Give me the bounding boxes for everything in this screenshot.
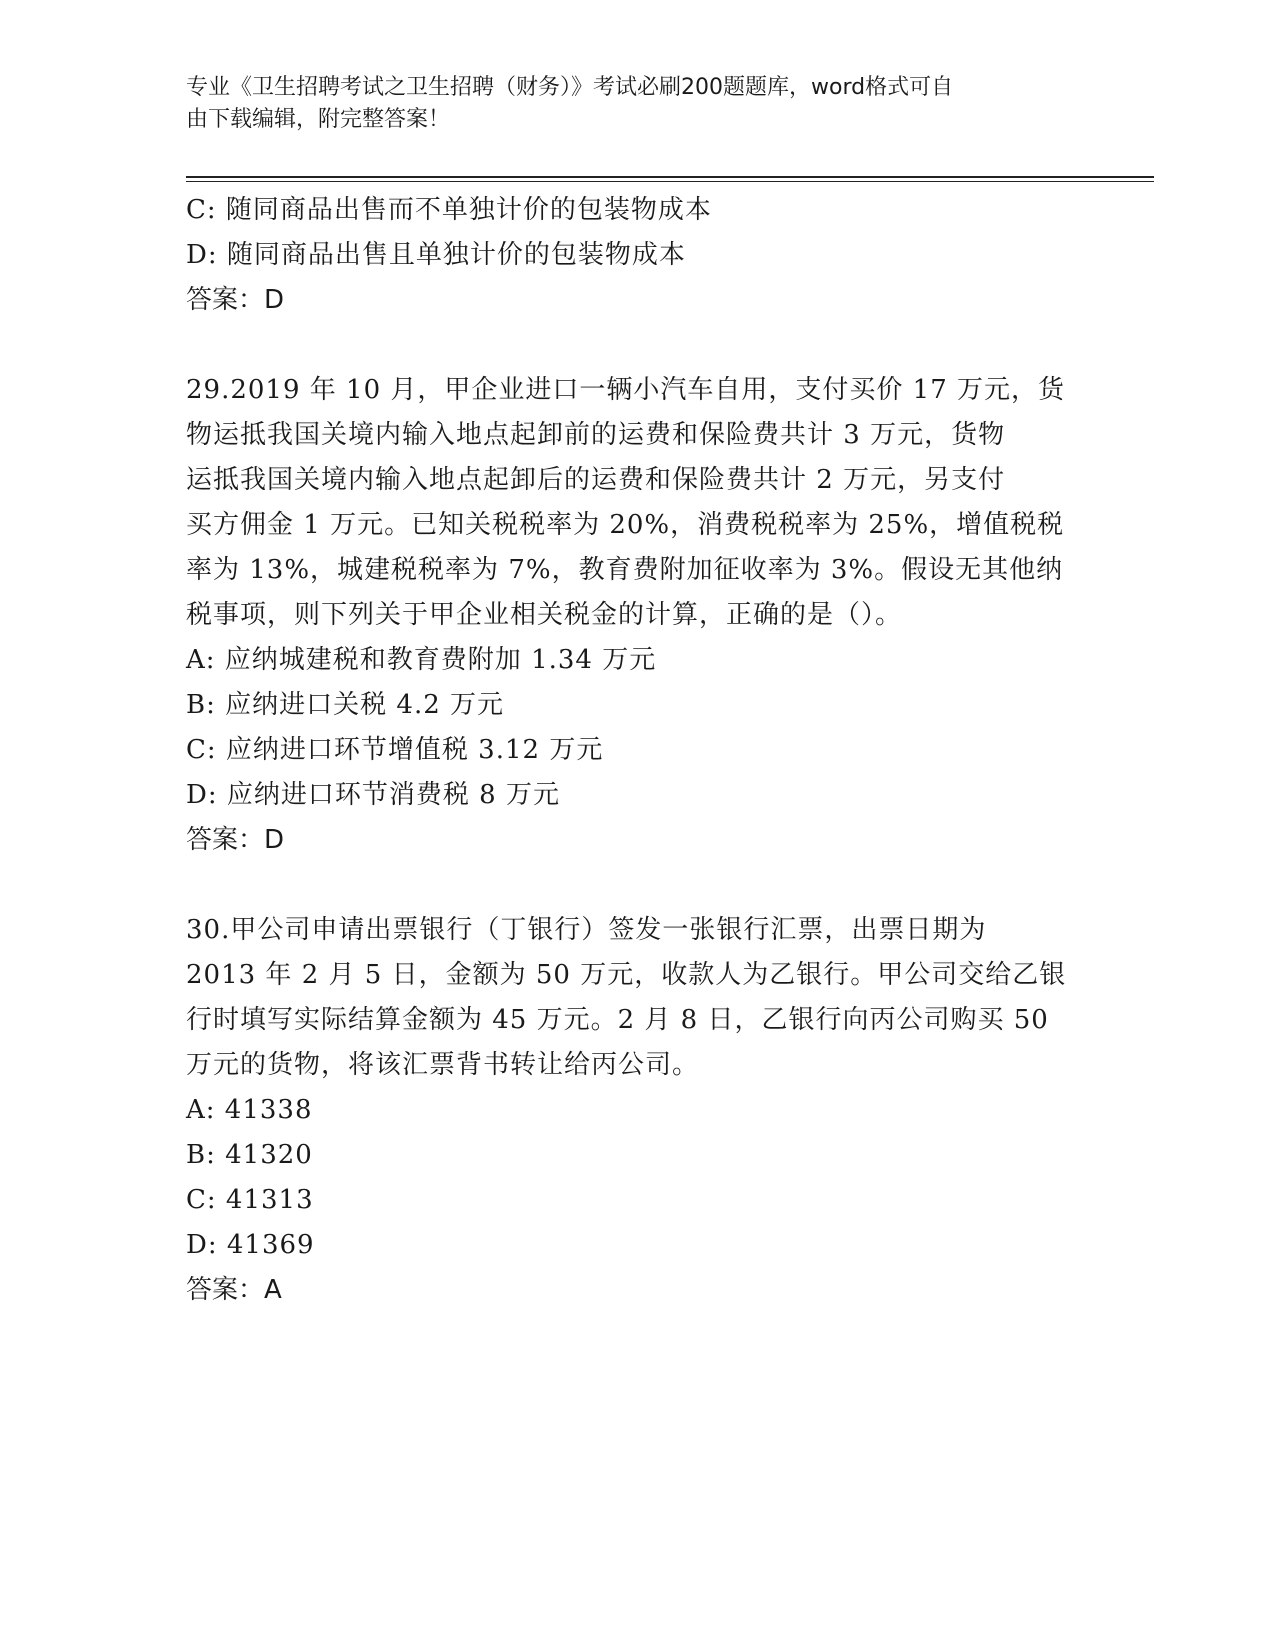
q30-answer: 答案：A xyxy=(186,1275,282,1305)
question-29 xyxy=(186,368,1086,863)
q30-stem-line: 2013 年 2 月 5 日，金额为 50 万元，收款人为乙银行。甲公司交给乙银 xyxy=(186,960,1067,990)
q29-option-a: A: 应纳城建税和教育费附加 1.34 万元 xyxy=(186,645,657,675)
header-title-line-2: 由下载编辑，附完整答案！ xyxy=(186,107,451,132)
q29-option-b: B: 应纳进口关税 4.2 万元 xyxy=(186,690,505,720)
q29-stem-line: 运抵我国关境内输入地点起卸后的运费和保险费共计 2 万元，另支付 xyxy=(186,465,1006,495)
document-body xyxy=(186,188,1086,1313)
q30-option-b: B: 41320 xyxy=(186,1140,313,1170)
q30-option-c: C: 41313 xyxy=(186,1185,314,1215)
header-title-line-1: 专业《卫生招聘考试之卫生招聘（财务）》考试必刷200题题库，word格式可自 xyxy=(186,75,954,100)
q30-option-a: A: 41338 xyxy=(186,1095,313,1125)
spacer xyxy=(186,323,1086,368)
spacer xyxy=(186,863,1086,908)
q30-stem-line: 行时填写实际结算金额为 45 万元。2 月 8 日，乙银行向丙公司购买 50 xyxy=(186,1005,1049,1035)
q29-option-c: C: 应纳进口环节增值税 3.12 万元 xyxy=(186,735,604,765)
question-28 xyxy=(186,188,1086,323)
document-header xyxy=(186,72,1086,136)
q29-answer: 答案：D xyxy=(186,825,285,855)
q29-stem-line: 物运抵我国关境内输入地点起卸前的运费和保险费共计 3 万元，货物 xyxy=(186,420,1006,450)
q29-stem-line: 29.2019 年 10 月，甲企业进口一辆小汽车自用，支付买价 17 万元，货 xyxy=(186,375,1066,405)
q28-option-c: C: 随同商品出售而不单独计价的包装物成本 xyxy=(186,195,712,225)
header-divider-thin xyxy=(186,181,1154,182)
q29-option-d: D: 应纳进口环节消费税 8 万元 xyxy=(186,780,560,810)
header-divider xyxy=(186,176,1154,178)
question-30 xyxy=(186,908,1086,1313)
q29-stem-line: 税事项，则下列关于甲企业相关税金的计算，正确的是（）。 xyxy=(186,600,903,630)
q30-stem-line: 万元的货物，将该汇票背书转让给丙公司。 xyxy=(186,1050,700,1080)
q29-stem-line: 买方佣金 1 万元。已知关税税率为 20%，消费税税率为 25%，增值税税 xyxy=(186,510,1065,540)
q28-option-d: D: 随同商品出售且单独计价的包装物成本 xyxy=(186,240,686,270)
q29-stem-line: 率为 13%，城建税税率为 7%，教育费附加征收率为 3%。假设无其他纳 xyxy=(186,555,1064,585)
q30-option-d: D: 41369 xyxy=(186,1230,315,1260)
q30-stem-line: 30.甲公司申请出票银行（丁银行）签发一张银行汇票，出票日期为 xyxy=(186,915,987,945)
q28-answer: 答案：D xyxy=(186,285,285,315)
